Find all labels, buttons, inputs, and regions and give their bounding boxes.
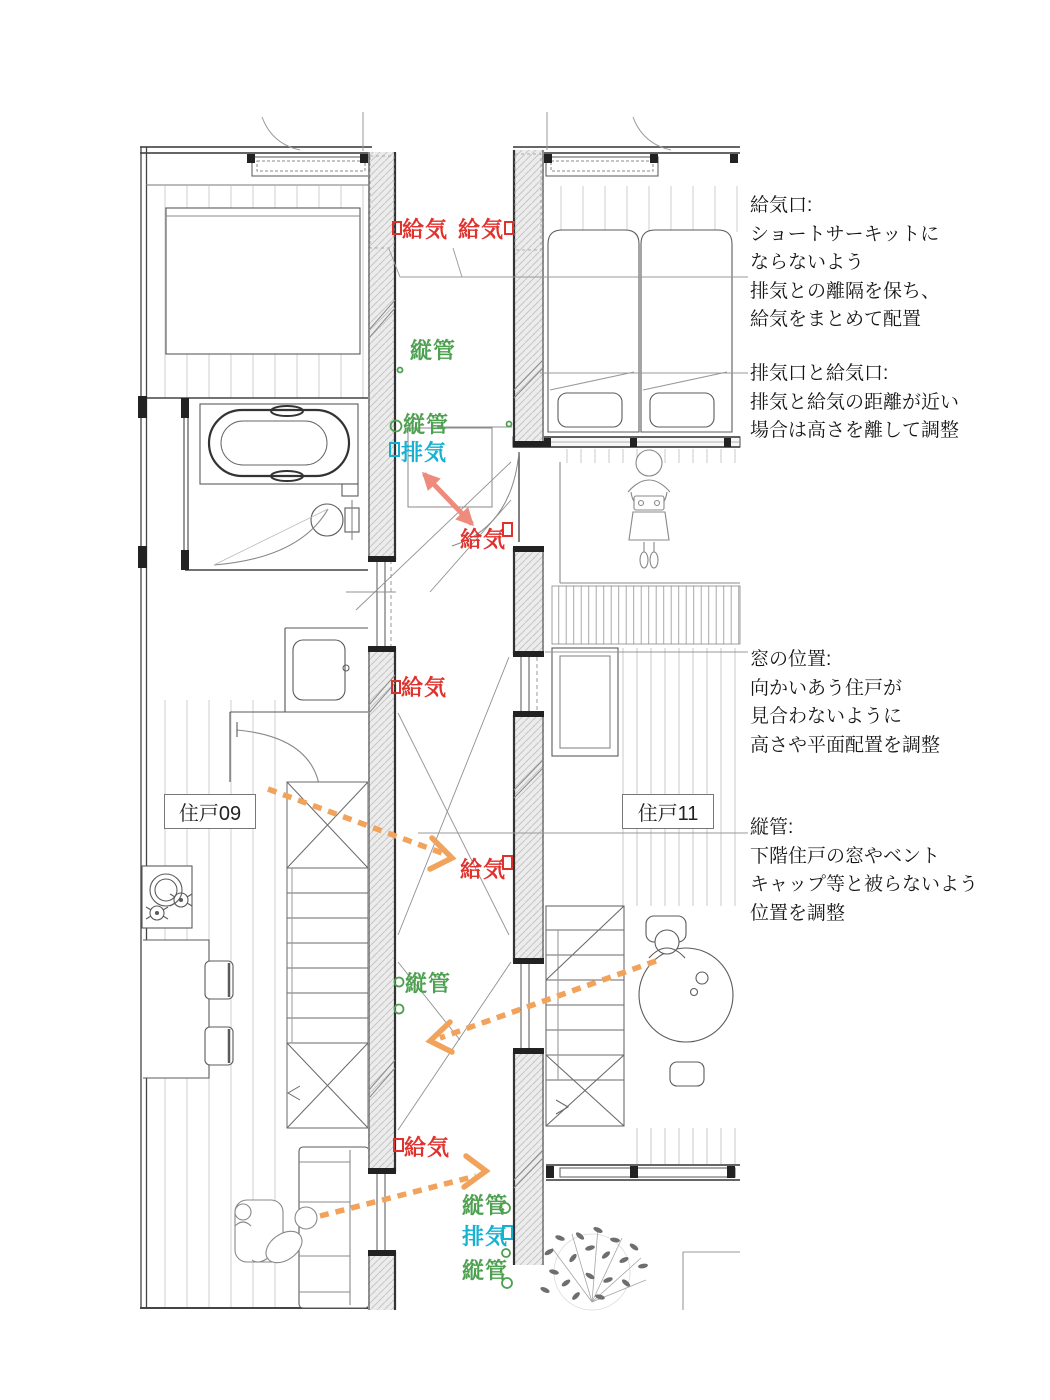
supply-label-1: 給気: [402, 217, 449, 242]
closet: [552, 586, 740, 644]
right-wall-window-1: [513, 651, 544, 717]
bottom-window-band: [546, 1165, 740, 1180]
riser-label-3: 縦管: [405, 971, 452, 996]
person-standing: [628, 450, 670, 568]
mid-wall-band: [513, 437, 740, 447]
left-wall-window-1: [368, 556, 396, 652]
beds-right: [548, 230, 732, 432]
riser-label-5: 縦管: [462, 1258, 509, 1283]
stairs-right: [546, 906, 624, 1126]
stairs-left: [287, 782, 368, 1128]
supply-label-5: 給気: [460, 857, 507, 882]
kitchen-counter: [143, 940, 209, 1078]
bathtub: [200, 404, 358, 484]
right-party-wall: [452, 150, 544, 1265]
exhaust-label-1: 排気: [401, 440, 448, 465]
party-walls: [368, 150, 544, 1310]
couch-right: [552, 648, 618, 756]
note-title: 窓の位置:: [750, 649, 832, 670]
kitchen-stove: [142, 866, 192, 928]
note-title: 給気口:: [750, 195, 813, 216]
note-window-position: 窓の位置: 向かいあう住戸が 見合わないように 高さや平面配置を調整: [750, 646, 940, 760]
note-exhaust-supply-distance: 排気口と給気口: 排気と給気の距離が近い 場合は高さを離して調整: [750, 360, 959, 446]
left-party-wall: [368, 152, 396, 1310]
washbasin: [293, 640, 345, 700]
riser-label-1: 縦管: [410, 338, 457, 363]
supply-exhaust-distance-arrow: [424, 474, 472, 524]
note-supply-port: 給気口: ショートサーキットに ならないよう 排気との離隔を保ち、 給気をまとめて配置: [750, 192, 940, 335]
exhaust-label-2: 排気: [462, 1224, 509, 1249]
unit-label-11: 住戸11: [622, 794, 714, 829]
supply-label-3: 給気: [460, 527, 507, 552]
plants: [539, 1226, 648, 1310]
bed-left: [166, 208, 360, 354]
top-facade: [140, 112, 740, 176]
left-wall-window-2: [368, 1168, 396, 1256]
vent-symbols: [390, 222, 513, 1288]
note-riser-pipe: 縦管: 下階住戸の窓やベント キャップ等と被らないよう 位置を調整: [750, 814, 978, 928]
supply-label-4: 給気: [401, 675, 448, 700]
note-title: 排気口と給気口:: [750, 363, 889, 384]
note-title: 縦管:: [750, 817, 794, 838]
riser-label-4: 縦管: [462, 1193, 509, 1218]
supply-label-6: 給気: [404, 1135, 451, 1160]
toilet: [311, 484, 359, 540]
unit-label-09: 住戸09: [164, 794, 256, 829]
supply-label-2: 給気: [458, 217, 505, 242]
riser-label-2: 縦管: [403, 412, 450, 437]
round-table: [639, 916, 733, 1086]
